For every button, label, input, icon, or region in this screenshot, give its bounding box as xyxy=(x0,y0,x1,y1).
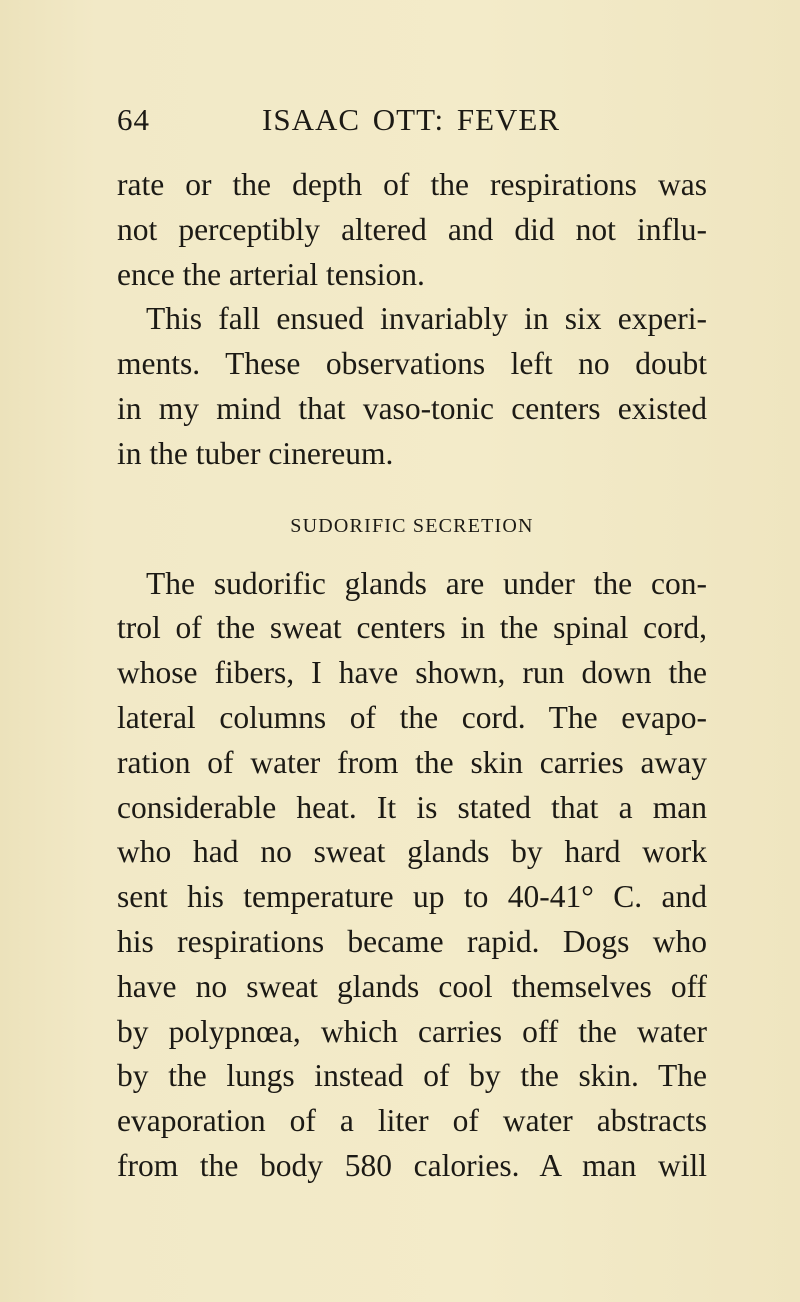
text-line: evaporation of a liter of water abstracts xyxy=(117,1103,707,1139)
text-line: his respirations became rapid. Dogs who xyxy=(117,923,707,959)
running-title: ISAAC OTT: FEVER xyxy=(262,102,561,137)
text-line: have no sweat glands cool themselves off xyxy=(117,968,707,1004)
page-number: 64 xyxy=(117,102,150,137)
text-line: lateral columns of the cord. The evapo- xyxy=(117,699,707,735)
running-head xyxy=(117,100,697,140)
text-line: from the body 580 calories. A man will xyxy=(117,1147,707,1183)
text-line: in the tuber cinereum. xyxy=(117,435,394,471)
paragraph-continuation xyxy=(117,163,707,297)
text-line: ration of water from the skin carries away xyxy=(117,744,707,780)
text-line: trol of the sweat centers in the spinal cord, xyxy=(117,610,707,646)
paragraph xyxy=(117,297,707,476)
text-line: ence the arterial tension. xyxy=(117,256,425,292)
text-line: who had no sweat glands by hard work xyxy=(117,834,707,870)
section-paragraph xyxy=(117,562,707,1189)
text-line: sent his temperature up to 40-41° C. and xyxy=(117,879,707,915)
text-line: in my mind that vaso-tonic centers existed xyxy=(117,390,707,426)
text-line: by polypnœa, which carries off the water xyxy=(117,1013,707,1049)
text-line: not perceptibly altered and did not influ- xyxy=(117,211,707,247)
text-line: This fall ensued invariably in six experi- xyxy=(146,301,707,337)
text-line: considerable heat. It is stated that a man xyxy=(117,789,707,825)
section-heading: SUDORIFIC SECRETION xyxy=(290,514,534,537)
text-line: The sudorific glands are under the con- xyxy=(146,565,707,601)
text-line: whose fibers, I have shown, run down the xyxy=(117,655,707,691)
text-line: rate or the depth of the respirations was xyxy=(117,167,707,202)
text-line: by the lungs instead of by the skin. The xyxy=(117,1058,707,1094)
text-line: ments. These observations left no doubt xyxy=(117,346,707,382)
body-text xyxy=(117,163,707,1189)
